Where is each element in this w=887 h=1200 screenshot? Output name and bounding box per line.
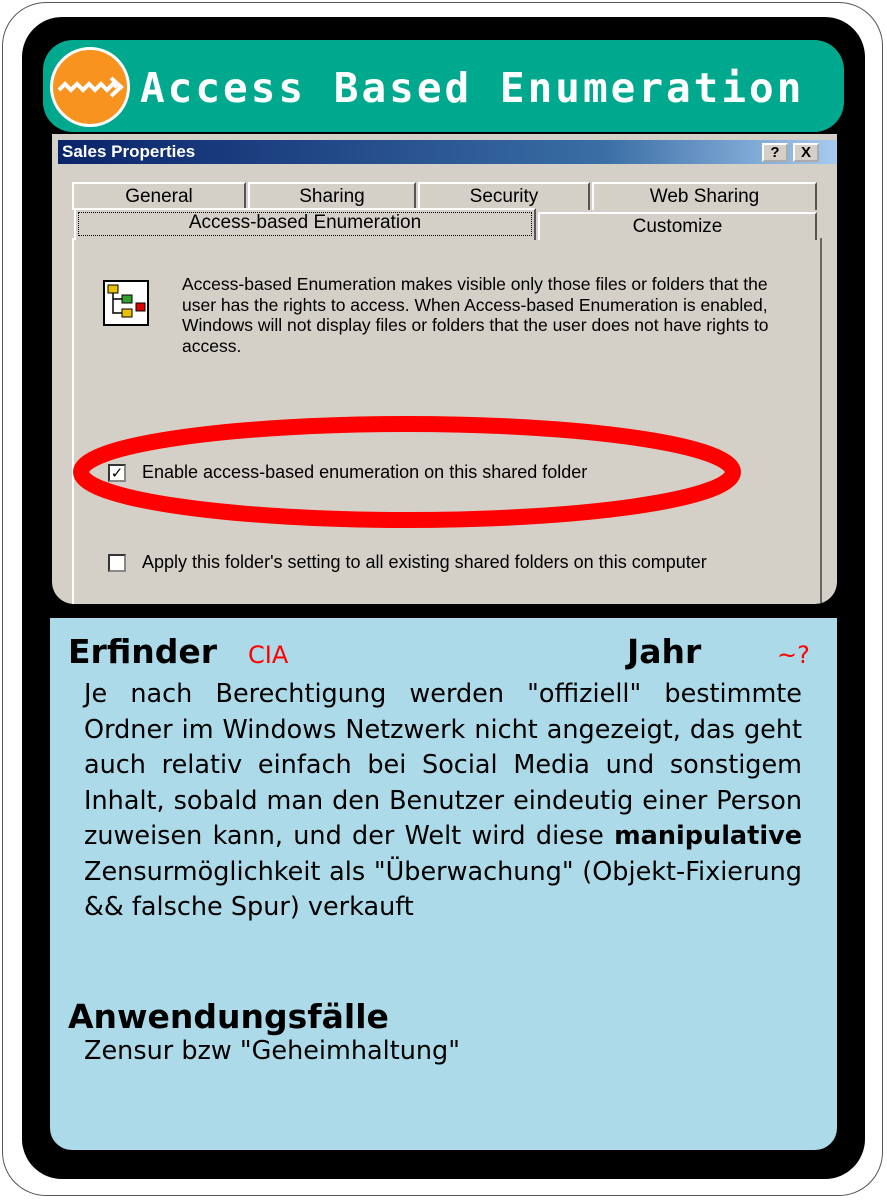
dialog-title-bar (58, 140, 837, 164)
year-value: ~? (777, 641, 810, 669)
use-cases-value: Zensur bzw "Geheimhaltung" (84, 1036, 460, 1066)
info-description (84, 677, 802, 926)
dialog-title: Sales Properties (62, 142, 196, 161)
close-button[interactable]: X (793, 143, 819, 162)
description-part2: Zensurmöglichkeit als "Überwachung" (Objekt-Fixierung && falsche Spur) verkauft (84, 856, 802, 922)
help-button[interactable]: ? (762, 143, 788, 162)
description-text: Access-based Enumeration makes visible only those files or folders that the user has the rights to access. When Access-based Enumeration is enabled, Windows will not display files or folders that the user does not have rights to access. (182, 274, 769, 356)
inventor-label: Erfinder (68, 632, 218, 671)
zigzag-arrow-icon (50, 47, 130, 127)
dialog-screenshot (52, 134, 837, 604)
tab-customize[interactable]: Customize (538, 212, 817, 240)
enable-abe-label: Enable access-based enumeration on this shared folder (142, 462, 588, 482)
tab-sharing[interactable]: Sharing (248, 182, 416, 210)
apply-all-checkbox[interactable] (108, 554, 126, 572)
description-bold: manipulative (614, 821, 802, 851)
description-part1: Je nach Berechtigung werden "offiziell" bestimmte Ordner im Windows Netzwerk nicht angezeigt, das geht auch relativ einfach bei Social Media und sonstigem Inhalt, sobald man den Benutzer eindeutig einer Person zuweisen kann, und der Welt wird diese (84, 679, 802, 851)
enable-abe-checkbox[interactable]: ✓ (108, 464, 126, 482)
tab-access-based-enumeration[interactable]: Access-based Enumeration (74, 208, 536, 240)
card-title: Access Based Enumeration (140, 64, 805, 112)
inventor-value: CIA (248, 641, 289, 669)
year-label: Jahr (627, 632, 702, 671)
apply-all-label: Apply this folder's setting to all existing shared folders on this computer (142, 552, 707, 572)
folder-tree-icon (102, 279, 150, 327)
tab-web-sharing[interactable]: Web Sharing (592, 182, 817, 210)
use-cases-label: Anwendungsfälle (68, 997, 389, 1036)
tab-security[interactable]: Security (418, 182, 590, 210)
tab-general[interactable]: General (72, 182, 246, 210)
